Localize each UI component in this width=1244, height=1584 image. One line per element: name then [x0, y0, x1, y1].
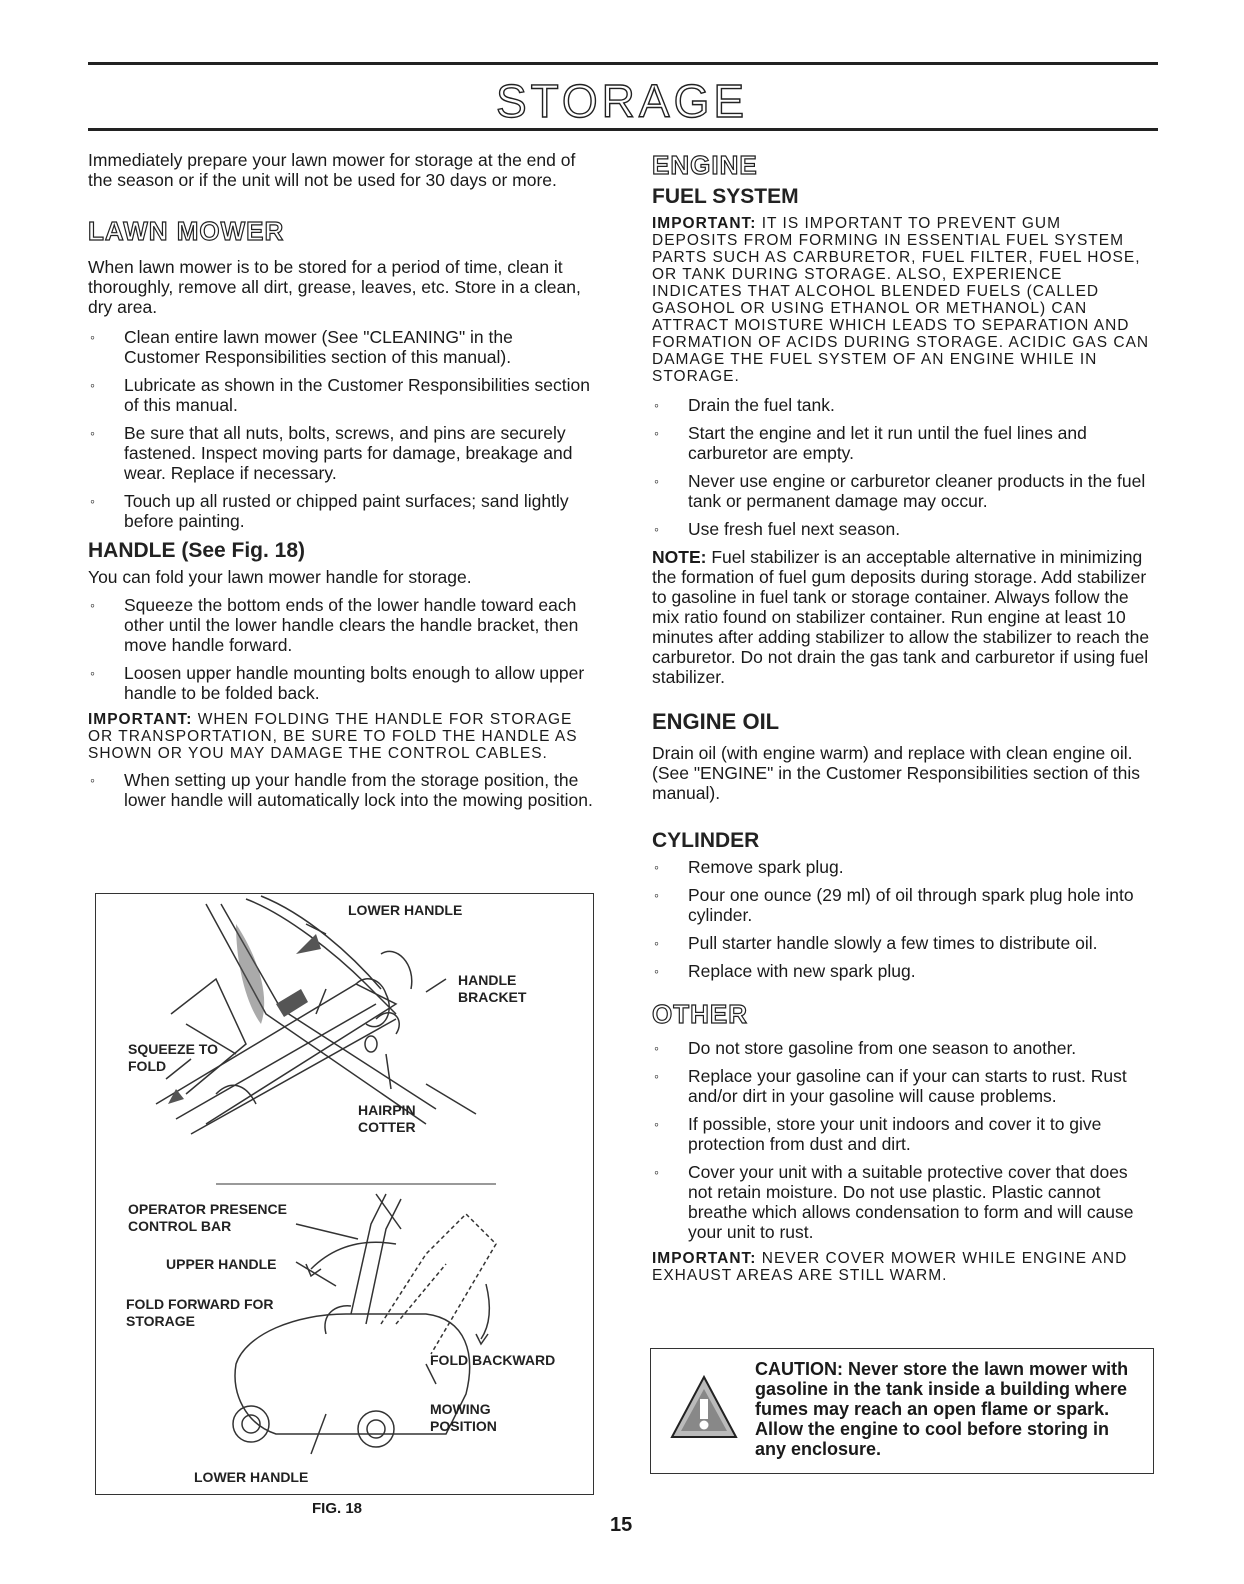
fuel-system-heading: FUEL SYSTEM: [652, 185, 799, 208]
list-item: ◦ Never use engine or carburetor cleaner products in the fuel tank or permanent damage may occur.: [652, 471, 1152, 511]
left-column: [88, 150, 593, 818]
handle-list-2: [88, 770, 593, 810]
caution-box: [650, 1348, 1154, 1474]
handle-list: [88, 595, 593, 703]
page-title: STORAGE: [495, 75, 749, 127]
page-number: 15: [610, 1514, 633, 1536]
other-heading: OTHER: [652, 999, 748, 1029]
fuel-important: [652, 215, 1152, 385]
label-mowing-position: MOWING POSITION: [430, 1401, 497, 1434]
note-label: NOTE:: [652, 547, 707, 567]
list-item: ◦ Remove spark plug.: [652, 857, 1152, 877]
other-list: [652, 1038, 1152, 1242]
note-text: Fuel stabilizer is an acceptable alternative in minimizing the formation of fuel gum deposits during storage. Add stabilizer to gasoline in fuel tank or storage container. Always follow the mix ratio found on stabilizer container. Run engine at least 10 minutes after adding stabilizer to allow the stabilizer to reach the carburetor. Do not drain the gas tank and carburetor if using fuel stabilizer.: [652, 547, 1150, 687]
fuel-note: [652, 547, 1152, 687]
handle-text: You can fold your lawn mower handle for storage.: [88, 567, 472, 587]
list-item: ◦ Start the engine and let it run until the fuel lines and carburetor are empty.: [652, 423, 1152, 463]
important-label: IMPORTANT:: [652, 1250, 757, 1267]
list-item: ◦ Cover your unit with a suitable protective cover that does not retain moisture. Do not use plastic. Plastic cannot breathe which allows condensation to form and will cause your unit to rust.: [652, 1162, 1152, 1242]
lawn-mower-list: [88, 327, 593, 531]
lawn-mower-text: When lawn mower is to be stored for a period of time, clean it thoroughly, remove all dirt, grease, leaves, etc. Store in a clean, dry area.: [88, 257, 581, 317]
important-text: NEVER COVER MOWER WHILE ENGINE AND EXHAUST AREAS ARE STILL WARM.: [652, 1250, 1128, 1284]
label-hairpin-cotter: HAIRPIN COTTER: [358, 1102, 416, 1135]
list-item: ◦ Pour one ounce (29 ml) of oil through spark plug hole into cylinder.: [652, 885, 1152, 925]
title-rule: [88, 128, 1158, 131]
label-lower-handle-top: LOWER HANDLE: [348, 902, 463, 918]
lawn-mower-heading: LAWN MOWER: [88, 216, 285, 246]
list-item: ◦ Touch up all rusted or chipped paint surfaces; sand lightly before painting.: [88, 491, 593, 531]
label-handle-bracket: HANDLE BRACKET: [458, 972, 527, 1005]
important-text: WHEN FOLDING THE HANDLE FOR STORAGE OR TRANSPORTATION, BE SURE TO FOLD THE HANDLE AS SHOWN OR YOU MAY DAMAGE THE CONTROL CABLES.: [88, 711, 578, 762]
label-fold-backward: FOLD BACKWARD: [430, 1352, 556, 1368]
warning-triangle-icon: [669, 1373, 739, 1443]
important-label: IMPORTANT:: [652, 215, 757, 232]
cylinder-list: [652, 857, 1152, 981]
list-item: ◦ Squeeze the bottom ends of the lower handle toward each other until the lower handle clears the handle bracket, then move handle forward.: [88, 595, 593, 655]
list-item: ◦ Replace with new spark plug.: [652, 961, 1152, 981]
list-item: ◦ Lubricate as shown in the Customer Responsibilities section of this manual.: [88, 375, 593, 415]
list-item: ◦ Clean entire lawn mower (See "CLEANING" in the Customer Responsibilities section of this manual).: [88, 327, 593, 367]
label-lower-handle-bottom: LOWER HANDLE: [194, 1469, 309, 1485]
engine-oil-text: Drain oil (with engine warm) and replace with clean engine oil. (See "ENGINE" in the Customer Responsibilities section of this manual).: [652, 743, 1141, 803]
list-item: ◦ Use fresh fuel next season.: [652, 519, 1152, 539]
label-operator-presence: OPERATOR PRESENCE CONTROL BAR: [128, 1201, 287, 1234]
list-item: ◦ Be sure that all nuts, bolts, screws, and pins are securely fastened. Inspect moving parts for damage, breakage and wear. Replace if necessary.: [88, 423, 593, 483]
cylinder-heading: CYLINDER: [652, 829, 760, 852]
caution-text: CAUTION: Never store the lawn mower with gasoline in the tank inside a building where fumes may reach an open flame or spark. Allow the engine to cool before storing in any enclosure.: [755, 1359, 1129, 1459]
label-upper-handle: UPPER HANDLE: [166, 1256, 277, 1272]
handle-important: [88, 711, 593, 762]
figure-18: [95, 893, 594, 1495]
list-item: ◦ Loosen upper handle mounting bolts enough to allow upper handle to be folded back.: [88, 663, 593, 703]
right-column: [652, 150, 1152, 1284]
engine-oil-heading: ENGINE OIL: [652, 709, 780, 734]
list-item: ◦ Do not store gasoline from one season to another.: [652, 1038, 1152, 1058]
important-label: IMPORTANT:: [88, 711, 193, 728]
fuel-list: [652, 395, 1152, 539]
important-text: IT IS IMPORTANT TO PREVENT GUM DEPOSITS FROM FORMING IN ESSENTIAL FUEL SYSTEM PARTS SUCH AS CARBURETOR, FUEL FILTER, FUEL HOSE, OR TANK DURING STORAGE. ALSO, EXPERIENCE INDICATES THAT ALCOHOL BLENDED FUELS (CALLED GASOHOL OR USING ETHANOL OR METHANOL) CAN ATTRACT MOISTURE WHICH LEADS TO SEPARATION AND FORMATION OF ACIDS DURING STORAGE. ACIDIC GAS CAN DAMAGE THE FUEL SYSTEM OF AN ENGINE WHILE IN STORAGE.: [652, 215, 1150, 385]
engine-heading: ENGINE: [652, 150, 758, 180]
list-item: ◦ Replace your gasoline can if your can starts to rust. Rust and/or dirt in your gasoline will cause problems.: [652, 1066, 1152, 1106]
handle-heading: HANDLE (See Fig. 18): [88, 539, 306, 562]
list-item: ◦ Pull starter handle slowly a few times to distribute oil.: [652, 933, 1152, 953]
intro-text: Immediately prepare your lawn mower for storage at the end of the season or if the unit will not be used for 30 days or more.: [88, 150, 576, 190]
list-item: ◦ When setting up your handle from the storage position, the lower handle will automatically lock into the mowing position.: [88, 770, 593, 810]
list-item: ◦ Drain the fuel tank.: [652, 395, 1152, 415]
top-rule: [88, 62, 1158, 65]
figure-caption: FIG. 18: [312, 1500, 363, 1517]
list-item: ◦ If possible, store your unit indoors and cover it to give protection from dust and dirt.: [652, 1114, 1152, 1154]
label-squeeze-to-fold: SQUEEZE TO FOLD: [128, 1041, 218, 1074]
other-important: [652, 1250, 1152, 1284]
label-fold-forward: FOLD FORWARD FOR STORAGE: [126, 1296, 274, 1329]
